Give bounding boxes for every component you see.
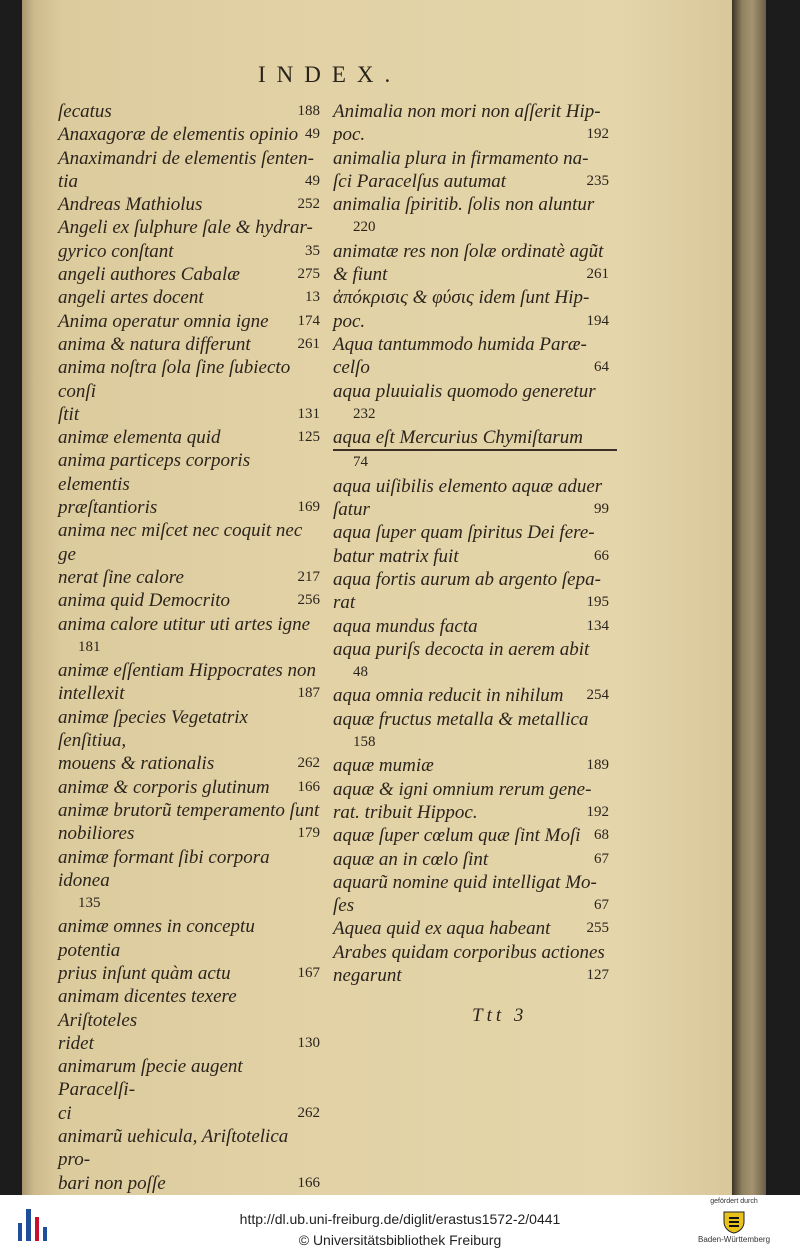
index-entry-text: angeli authores Cabalæ bbox=[58, 264, 240, 286]
page-number: 125 bbox=[297, 429, 320, 446]
index-entry bbox=[333, 147, 609, 170]
index-entry bbox=[333, 661, 609, 684]
index-entry bbox=[333, 684, 609, 707]
page-number: 275 bbox=[297, 266, 320, 283]
index-entry-text: animæ & corporis glutinum bbox=[58, 776, 270, 798]
index-entry-text: anima noſtra ſola ſine ſubiecto conſi bbox=[58, 357, 291, 402]
index-entry bbox=[58, 170, 320, 193]
index-entry bbox=[333, 778, 609, 801]
page-number: 74 bbox=[353, 454, 368, 471]
footer-bar bbox=[0, 1195, 800, 1256]
sponsor-name: Baden-Württemberg bbox=[697, 1235, 771, 1244]
index-entry bbox=[333, 475, 609, 498]
index-entry bbox=[58, 1125, 320, 1172]
index-entry bbox=[58, 846, 320, 893]
page-number: 194 bbox=[586, 312, 609, 329]
page-number: 188 bbox=[297, 103, 320, 119]
index-entry-text: Andreas Mathiolus bbox=[58, 194, 203, 216]
page-number: 179 bbox=[297, 825, 320, 842]
index-entry bbox=[333, 451, 609, 474]
index-entry-text: animarũ uehicula, Ariſtotelica pro- bbox=[58, 1126, 289, 1171]
index-entry-text: gyrico conſtant bbox=[58, 240, 174, 262]
index-entry-text: ſatur bbox=[333, 499, 370, 521]
index-entry-text: mouens & rationalis bbox=[58, 753, 215, 775]
index-entry-text: Aqua tantummodo humida Paræ- bbox=[333, 333, 587, 355]
index-entry-text: Animalia non mori non aſſerit Hip- bbox=[333, 101, 601, 122]
page-number: 195 bbox=[586, 594, 609, 611]
index-entry-text: ci bbox=[58, 1102, 72, 1124]
page-number: 127 bbox=[586, 966, 609, 983]
index-entry-text: batur matrix fuit bbox=[333, 545, 459, 567]
index-entry-text: aquæ fructus metalla & metallica bbox=[333, 708, 589, 730]
page-number: 192 bbox=[586, 803, 609, 820]
index-entry-text: rat. tribuit Hippoc. bbox=[333, 801, 478, 823]
index-entry bbox=[58, 985, 320, 1032]
index-entry-text: Anaxagoræ de elementis opinio bbox=[58, 124, 299, 146]
index-entry-text: præſtantioris bbox=[58, 497, 158, 519]
index-entry bbox=[58, 962, 320, 985]
page-number: 134 bbox=[586, 617, 609, 634]
page-number: 169 bbox=[297, 499, 320, 516]
page-number: 49 bbox=[305, 172, 320, 189]
page-number: 35 bbox=[305, 242, 320, 259]
page-number: 261 bbox=[586, 266, 609, 283]
index-entry bbox=[58, 147, 320, 170]
page-number: 13 bbox=[305, 289, 320, 306]
index-entry bbox=[58, 659, 320, 682]
index-entry bbox=[58, 636, 320, 659]
index-entry-text: anima particeps corporis elementis bbox=[58, 450, 251, 495]
index-entry bbox=[333, 356, 609, 379]
page-number: 48 bbox=[353, 664, 368, 681]
page-number: 262 bbox=[297, 1104, 320, 1121]
index-entry bbox=[333, 894, 609, 917]
index-entry bbox=[333, 498, 609, 521]
index-entry-text: aqua uiſibilis elemento aquæ aduer bbox=[333, 475, 603, 497]
index-entry-text: aqua fortis aurum ab argento ſepa- bbox=[333, 568, 601, 590]
index-entry bbox=[58, 449, 320, 496]
page-number: 166 bbox=[297, 1174, 320, 1191]
index-entry-text: animæ eſſentiam Hippocrates non bbox=[58, 660, 317, 682]
page-number: 232 bbox=[353, 405, 376, 422]
index-entry bbox=[333, 964, 609, 987]
index-entry-text: poc. bbox=[333, 124, 366, 146]
index-entry-text: ἀπόκρισις & φύσις idem ſunt Hip- bbox=[333, 287, 590, 309]
signature-mark: Ttt 3 bbox=[472, 1005, 528, 1026]
index-entry-text: Anaximandri de elementis ſenten- bbox=[58, 147, 314, 169]
index-entry bbox=[333, 240, 609, 263]
footer-copyright: © Universitätsbibliothek Freiburg bbox=[298, 1232, 502, 1248]
page-number: 187 bbox=[297, 685, 320, 702]
index-entry bbox=[58, 1055, 320, 1102]
index-entry bbox=[333, 754, 609, 777]
index-entry bbox=[58, 240, 320, 263]
index-entry-text: animatæ res non ſolæ ordinatè agũt bbox=[333, 240, 604, 262]
index-entry-text: negarunt bbox=[333, 964, 402, 986]
index-entry bbox=[333, 426, 617, 451]
index-entry-text: animæ ſpecies Vegetatrix ſenſitiua, bbox=[58, 706, 248, 752]
page-number: 131 bbox=[297, 405, 320, 422]
index-entry-text: aquæ & igni omnium rerum gene- bbox=[333, 778, 592, 800]
index-entry bbox=[333, 824, 609, 847]
page-number: 99 bbox=[594, 501, 609, 518]
index-entry bbox=[333, 848, 609, 871]
index-entry bbox=[58, 776, 320, 799]
page-number: 192 bbox=[586, 126, 609, 143]
index-entry-text: anima quid Democrito bbox=[58, 590, 231, 612]
index-entry-text: animæ elementa quid bbox=[58, 427, 221, 449]
index-entry-text: animam dicentes texere Ariſtoteles bbox=[58, 986, 237, 1031]
page-number: 64 bbox=[594, 359, 609, 376]
index-entry bbox=[333, 801, 609, 824]
index-entry-text: aqua pluuialis quomodo generetur bbox=[333, 380, 596, 402]
index-entry bbox=[333, 286, 609, 309]
index-entry bbox=[58, 263, 320, 286]
index-entry bbox=[333, 100, 609, 123]
index-entry bbox=[58, 1032, 320, 1055]
index-entry-text: animæ formant ſibi corpora idonea bbox=[58, 846, 270, 891]
index-entry-text: ſecatus bbox=[58, 101, 112, 122]
page-number: 255 bbox=[586, 920, 609, 937]
index-entry bbox=[58, 496, 320, 519]
index-entry bbox=[58, 100, 320, 123]
index-entry-text: aquarũ nomine quid intelligat Mo- bbox=[333, 871, 597, 893]
index-entry-text: animalia ſpiritib. ſolis non aluntur bbox=[333, 194, 595, 216]
index-column-left bbox=[58, 100, 320, 1195]
index-entry-text: aqua ſuper quam ſpiritus Dei fere- bbox=[333, 522, 595, 544]
index-entry bbox=[58, 310, 320, 333]
index-entry bbox=[333, 193, 609, 216]
index-entry bbox=[333, 638, 609, 661]
page-number: 262 bbox=[297, 755, 320, 772]
index-entry bbox=[58, 356, 320, 403]
page-number: 66 bbox=[594, 547, 609, 564]
page-number: 158 bbox=[353, 734, 376, 751]
page-number: 235 bbox=[586, 172, 609, 189]
index-entry bbox=[333, 568, 609, 591]
index-entry bbox=[58, 613, 320, 636]
index-entry bbox=[58, 1172, 320, 1195]
index-entry-text: ridet bbox=[58, 1032, 94, 1054]
page-number: 174 bbox=[297, 312, 320, 329]
page-number: 135 bbox=[78, 895, 101, 912]
index-entry bbox=[333, 333, 609, 356]
index-entry bbox=[58, 892, 320, 915]
page-number: 181 bbox=[78, 638, 101, 655]
footer-url[interactable]: http://dl.ub.uni-freiburg.de/diglit/erastus1572-2/0441 bbox=[239, 1211, 561, 1227]
index-entry bbox=[58, 589, 320, 612]
index-entry bbox=[58, 193, 320, 216]
index-entry bbox=[333, 170, 609, 193]
page-number: 167 bbox=[297, 964, 320, 981]
page-number: 130 bbox=[297, 1034, 320, 1051]
index-entry bbox=[58, 915, 320, 962]
index-entry-text: angeli artes docent bbox=[58, 287, 204, 309]
index-entry-text: Arabes quidam corporibus actiones bbox=[333, 941, 605, 963]
index-entry bbox=[333, 615, 609, 638]
index-column-right bbox=[333, 100, 609, 987]
index-entry-text: anima & natura differunt bbox=[58, 333, 251, 355]
index-entry-text: aquæ ſuper cœlum quæ ſint Moſi bbox=[333, 825, 581, 847]
page-number: 254 bbox=[586, 687, 609, 704]
index-entry bbox=[333, 216, 609, 239]
index-entry-text: bari non poſſe bbox=[58, 1172, 166, 1194]
index-entry bbox=[333, 521, 609, 544]
page-number: 217 bbox=[297, 568, 320, 585]
index-entry bbox=[58, 403, 320, 426]
page-number: 67 bbox=[594, 850, 609, 867]
index-entry bbox=[333, 871, 609, 894]
index-entry-text: Anima operatur omnia igne bbox=[58, 310, 269, 332]
index-entry bbox=[58, 752, 320, 775]
index-entry bbox=[58, 682, 320, 705]
index-entry-text: aqua puriſs decocta in aerem abit bbox=[333, 638, 590, 660]
index-entry-text: celſo bbox=[333, 357, 370, 379]
index-entry bbox=[333, 708, 609, 731]
index-entry-text: aqua eſt Mercurius Chymiſtarum bbox=[333, 427, 583, 449]
index-entry-text: rat bbox=[333, 592, 356, 614]
page-number: 67 bbox=[594, 897, 609, 914]
index-entry-text: animalia plura in firmamento na- bbox=[333, 147, 589, 169]
index-entry-text: & fiunt bbox=[333, 264, 388, 286]
page-number: 189 bbox=[586, 757, 609, 774]
index-entry bbox=[333, 591, 609, 614]
page-number: 256 bbox=[297, 592, 320, 609]
index-entry-text: poc. bbox=[333, 310, 366, 332]
page-number: 49 bbox=[305, 126, 320, 143]
index-entry-text: nobiliores bbox=[58, 823, 135, 845]
page-number: 220 bbox=[353, 219, 376, 236]
index-entry bbox=[58, 519, 320, 566]
index-entry bbox=[58, 333, 320, 356]
page-number: 166 bbox=[297, 778, 320, 795]
index-entry-text: animæ omnes in conceptu potentia bbox=[58, 916, 255, 961]
index-entry-text: ſtit bbox=[58, 403, 80, 425]
coat-of-arms-icon bbox=[721, 1210, 747, 1234]
index-entry-text: anima nec miſcet nec coquit nec ge bbox=[58, 520, 303, 565]
index-entry-text: nerat ſine calore bbox=[58, 566, 184, 588]
index-entry bbox=[58, 799, 320, 822]
sponsor-label: gefördert durch bbox=[710, 1198, 758, 1205]
index-entry-text: animarum ſpecie augent Paracelſi- bbox=[58, 1056, 243, 1101]
index-entry-text: anima calore utitur uti artes igne bbox=[58, 613, 311, 635]
index-entry-text: aqua omnia reducit in nihilum bbox=[333, 685, 564, 707]
index-entry bbox=[333, 731, 609, 754]
index-entry-text: ſci Paracelſus autumat bbox=[333, 170, 507, 192]
index-entry bbox=[58, 123, 320, 146]
index-entry-text: intellexit bbox=[58, 683, 125, 705]
index-entry bbox=[58, 822, 320, 845]
index-entry bbox=[58, 286, 320, 309]
index-entry-text: tia bbox=[58, 170, 79, 192]
index-entry bbox=[333, 403, 609, 426]
page-number: 252 bbox=[297, 196, 320, 213]
index-entry bbox=[333, 380, 609, 403]
index-entry-text: prius inſunt quàm actu bbox=[58, 962, 231, 984]
index-entry-text: animæ brutorũ temperamento ſunt bbox=[58, 799, 320, 821]
index-entry-text: Angeli ex ſulphure ſale & hydrar- bbox=[58, 217, 313, 239]
page-heading: INDEX. bbox=[258, 62, 402, 87]
index-entry-text: ſes bbox=[333, 895, 355, 917]
index-entry bbox=[58, 706, 320, 753]
page-edge bbox=[732, 0, 766, 1195]
index-entry bbox=[58, 426, 320, 449]
index-entry bbox=[333, 263, 609, 286]
sponsor-logo bbox=[694, 1198, 774, 1254]
index-entry bbox=[58, 1102, 320, 1125]
index-entry bbox=[58, 216, 320, 239]
index-entry bbox=[333, 310, 609, 333]
index-entry-text: aquæ an in cœlo ſint bbox=[333, 848, 489, 870]
index-entry-text: aqua mundus facta bbox=[333, 615, 478, 637]
index-entry-text: Aquea quid ex aqua habeant bbox=[333, 918, 551, 940]
index-entry bbox=[333, 123, 609, 146]
page-number: 68 bbox=[594, 827, 609, 844]
index-entry-text: aquæ mumiæ bbox=[333, 755, 434, 777]
index-entry bbox=[333, 545, 609, 568]
index-entry bbox=[333, 941, 609, 964]
page-number: 261 bbox=[297, 335, 320, 352]
index-entry bbox=[333, 917, 609, 940]
index-entry bbox=[58, 566, 320, 589]
